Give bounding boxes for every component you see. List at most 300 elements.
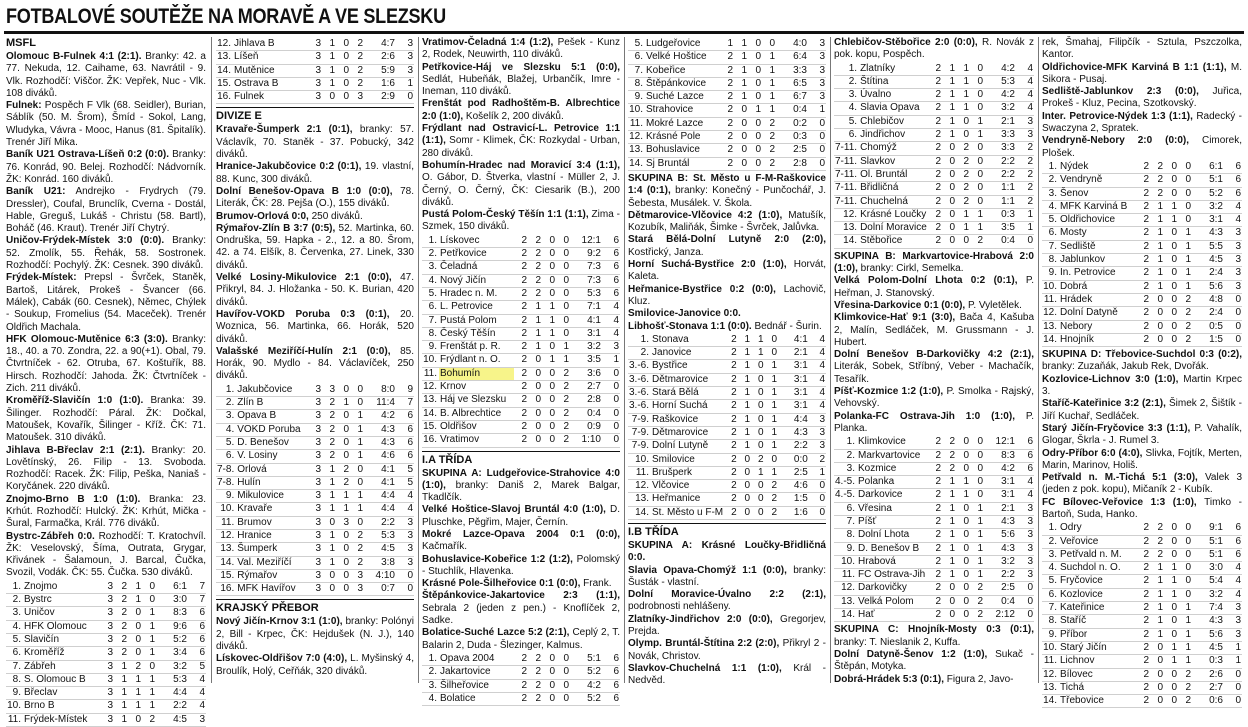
table-score: 5:6 [1192,628,1224,641]
table-row [422,679,620,692]
table-drawn: 1 [128,673,142,686]
table-won: 0 [528,434,542,447]
match-report [216,223,414,272]
table-position: 9. [6,687,23,700]
table-team: Háj ve Slezsku [439,394,514,407]
table-score: 4:0 [776,38,808,51]
table-position: 7-11. [835,142,858,154]
table-played: 2 [928,542,942,555]
table-points: 6 [602,274,620,287]
table-points: 3 [1224,280,1242,293]
table-lost: 0 [970,155,984,168]
match-details: Branky: 76. Konrád, 90. Belej. Rozhodčí: Nádvorník. ŽK: Konrád. 160 diváků. [6,149,206,185]
match-report [834,649,1034,674]
table-row [834,609,1034,622]
table-score: 4:1 [570,314,602,327]
table-score: 0:5 [1192,320,1224,333]
match-report [1042,37,1242,62]
match-report [834,275,1034,300]
table-score: 0:3 [1192,655,1224,668]
table-row [216,91,414,104]
table-team: Slavičín [23,633,100,646]
table-row [216,38,414,51]
match-details: Bednář - Šurin. [751,320,822,332]
table-team: Kobeřice [645,64,720,77]
match-report [628,614,826,639]
column-divider [624,37,625,683]
table-row [628,453,826,466]
table-drawn: 0 [542,434,556,447]
table-position: 8. [1042,254,1059,267]
table-lost: 0 [1178,214,1192,227]
table-lost: 0 [350,516,364,529]
table-position: 9. [628,91,645,104]
table-score: 4:4 [778,413,809,426]
table-row [834,582,1034,595]
table-won: 1 [738,387,751,400]
table-played: 2 [514,274,528,287]
table-lost: 1 [970,129,984,142]
match-report [628,540,826,565]
table-position: 3.-6. [629,373,650,385]
table-drawn: 1 [751,347,764,360]
table-position: 7. [1042,240,1059,253]
table-won: 2 [1150,522,1164,535]
table-team: Petřvald n. M. [1059,548,1136,561]
table-points: 6 [396,423,414,436]
table-position: 4. [834,102,859,115]
table-drawn: 0 [748,64,762,77]
table-row [1042,548,1242,561]
match-title: Petřkovice-Háj ve Slezsku 5:1 (0:0), [422,61,620,73]
table-position: 4. [1042,562,1059,575]
table-position: 2. [1042,535,1059,548]
table-won: 0 [734,104,748,117]
match-details: Lachovič, Kluz. [628,283,826,307]
table-row [628,347,826,360]
match-report [216,346,414,383]
table-score: 2:4 [1192,267,1224,280]
table-points: 3 [1224,602,1242,615]
table-team: MFK Karviná B [1059,200,1136,213]
table-score: 5:1 [1192,535,1224,548]
match-details: Košelík 2, 200 diváků. [463,110,564,122]
table-lost: 2 [762,144,776,157]
table-score: 2:5 [984,582,1016,595]
table-position: 11. [423,367,437,379]
table-won: 1 [322,77,336,90]
table-team: Mosty [1059,227,1136,240]
table-points: 3 [1016,542,1034,555]
table-row [834,542,1034,555]
table-lost: 2 [765,506,778,519]
table-position: 7. [628,64,645,77]
table-points: 0 [808,157,826,170]
table-drawn: 0 [542,248,556,261]
table-played: 3 [100,620,114,633]
table-position: 3. [422,679,439,692]
table-won: 0 [942,155,956,168]
table-won: 0 [942,182,956,195]
table-row [6,581,206,594]
table-played: 2 [1136,628,1150,641]
table-row [1042,280,1242,293]
table-row [422,367,620,380]
table-drawn: 2 [336,463,350,476]
table-played: 2 [514,420,528,433]
table-drawn: 0 [751,400,764,413]
table-played: 2 [720,64,734,77]
table-row [216,463,414,476]
table-played: 2 [720,104,734,117]
table-score: 0:3 [776,131,808,144]
table-drawn: 1 [1164,214,1178,227]
table-row [1042,293,1242,306]
table-team: Starý Jičín [1059,641,1136,654]
table-won: 1 [942,555,956,568]
table-score: 7:4 [1192,602,1224,615]
table-drawn: 0 [542,381,556,394]
table-points: 3 [808,38,826,51]
match-report [1042,349,1242,374]
table-lost: 2 [350,529,364,542]
table-score: 6:4 [776,51,808,64]
table-team: Klimkovice [857,436,928,449]
table-position: 7. [834,515,857,528]
table-points: 3 [396,529,414,542]
table-points: 7 [188,581,206,594]
table-drawn: 0 [1164,615,1178,628]
table-score: 5:6 [984,529,1016,542]
table-played: 2 [724,387,737,400]
table-row [834,476,1034,489]
table-lost: 0 [970,89,984,102]
table-lost: 1 [970,208,984,221]
table-won: 1 [528,301,542,314]
table-score: 4:2 [984,462,1016,475]
table-row [834,142,1034,155]
match-details: Kostřický, Janza. [628,246,704,258]
table-points: 3 [1224,628,1242,641]
match-report [6,100,206,149]
table-position: 5. [422,287,439,300]
table-lost: 0 [556,692,570,705]
table-played: 3 [308,450,322,463]
table-drawn: 2 [956,195,970,208]
table-position: 2. [1042,174,1059,187]
table-team: Ludgeřovice [645,38,720,51]
table-won: 1 [942,502,956,515]
column-3 [422,37,621,704]
table-score: 2:9 [364,91,396,104]
match-report [422,98,620,123]
table-row [422,274,620,287]
table-played: 3 [308,77,322,90]
table-drawn: 1 [751,334,764,347]
match-report [216,186,414,211]
table-team: Orlová [236,463,308,476]
table-points: 1 [1224,655,1242,668]
table-played: 2 [1136,655,1150,668]
table-score: 11:4 [364,397,396,410]
table-won: 1 [1150,602,1164,615]
table-lost: 0 [970,142,984,155]
table-points: 4 [809,400,826,413]
table-score: 5:3 [984,75,1016,88]
table-points: 9 [396,384,414,397]
table-position: 9. [422,341,439,354]
table-played: 2 [928,609,942,622]
table-team: Suché Lazce [645,91,720,104]
table-drawn: 1 [1164,575,1178,588]
table-points: 4 [1016,75,1034,88]
table-team: Val. Meziříčí [236,556,308,569]
table-drawn: 1 [748,104,762,117]
match-title: Dolní Benešov-Opava B 1:0 (0:0), [216,185,393,197]
table-lost: 2 [970,235,984,248]
table-points: 0 [1224,681,1242,694]
match-report [216,272,414,309]
table-points: 0 [396,569,414,582]
table-position: 2. [216,397,236,410]
match-details: Sedlát, Hubeňák, Blažej, Urbančík, Imre - Ineman, 110 diváků. [422,73,620,98]
table-position: 12. [629,131,643,143]
table-row [216,384,414,397]
table-team: Bystřice [651,360,724,373]
match-title: Vřesina-Darkovice 0:1 (0:0), [834,299,966,311]
table-won: 2 [1150,161,1164,174]
table-lost: 0 [765,453,778,466]
match-details: Branky: 42. a 77. Nekuda, 12. Caihame, 63. Navrátil - 9. Vlk. Rozhodčí: Viščor. ŽK: Vepřek, Nuc - Vlk. 108 diváků. [6,51,206,99]
match-details: O. Gábor, D. Štverka, vlastní - Müller 2, J. Černý, O. Černý, ČK: Ciesarik (B.), 200 diváků. [422,172,620,208]
table-points: 0 [396,583,414,596]
match-report [216,124,414,161]
table-lost: 1 [1178,254,1192,267]
table-row [628,38,826,51]
table-points: 0 [1224,668,1242,681]
match-report [1042,497,1242,522]
table-position: 1. [422,653,439,666]
table-score: 5:2 [570,666,602,679]
table-points: 0 [602,434,620,447]
table-points: 3 [1016,529,1034,542]
table-position: 3. [6,607,23,620]
table-points: 2 [809,453,826,466]
table-score: 5:4 [1192,575,1224,588]
table-drawn: 0 [1164,174,1178,187]
table-team: D. Benešov [236,436,308,449]
match-title: Klimkovice-Hať 9:1 (3:0), [834,312,956,324]
section-heading: DIVIZE E [216,107,414,123]
match-details: Král - Nedvěd. [628,662,827,687]
table-points: 6 [602,692,620,705]
table-won: 2 [528,274,542,287]
match-title: Baník U21: [6,186,66,198]
table-points: 3 [1016,515,1034,528]
table-row [216,529,414,542]
table-lost: 1 [142,673,156,686]
table-drawn: 0 [1164,320,1178,333]
table-position: 13. [1043,681,1057,693]
table-played: 2 [928,515,942,528]
table-lost: 2 [556,367,570,380]
table-won: 1 [942,489,956,502]
table-row [422,407,620,420]
match-details: branky: 57. Václavík, 70. Staněk - 37. Pobucký, 342 diváků. [216,124,414,161]
table-points: 0 [1016,235,1034,248]
table-row [834,235,1034,248]
table-played: 2 [928,222,942,235]
table-score: 0:2 [776,117,808,130]
table-row [6,594,206,607]
table-position: 14. [629,157,643,169]
table-points: 0 [808,131,826,144]
table-drawn: 0 [751,440,764,453]
table-drawn: 1 [956,208,970,221]
table-row [834,75,1034,88]
table-position: 13. [628,493,651,506]
table-row [216,476,414,489]
match-details: Andrejko - Frydrych (79. Dressler), Coufal, Brunclík, Cverna - Dostál, Hable, Greguš, Lukáš - Christu (58. Bartl), Boháč (46. Kraut). Trenér Jiří Chytrý. [6,186,206,235]
table-played: 2 [1136,280,1150,293]
table-drawn: 0 [542,274,556,287]
match-report [6,445,206,494]
match-title: SKUPINA B: St. Město u F-M-Raškovice 1:4 (0:1), [628,172,826,197]
table-lost: 0 [1178,548,1192,561]
table-drawn: 0 [336,569,350,582]
table-lost: 1 [970,542,984,555]
table-lost: 1 [142,633,156,646]
table-row [216,51,414,64]
section-heading: KRAJSKÝ PŘEBOR [216,599,414,615]
match-details: branky: T. Nieslanik 2, Kuffa. [834,636,961,648]
table-row [1042,214,1242,227]
table-team: Pustá Polom [439,314,514,327]
table-drawn: 0 [748,51,762,64]
table-score: 4:3 [1192,615,1224,628]
table-points: 0 [1016,595,1034,608]
table-won: 3 [322,384,336,397]
table-lost: 1 [142,700,156,713]
table-lost: 1 [970,529,984,542]
table-drawn: 0 [542,653,556,666]
table-score: 9:1 [1192,522,1224,535]
table-won: 2 [114,647,128,660]
table-won: 0 [734,157,748,170]
table-row [628,413,826,426]
table-won: 1 [322,51,336,64]
match-report [422,468,620,505]
table-drawn: 0 [1164,307,1178,320]
table-points: 0 [396,91,414,104]
table-played: 3 [308,503,322,516]
table-row [1042,240,1242,253]
table-played: 2 [928,208,942,221]
table-won: 1 [1150,227,1164,240]
table-points: 3 [396,556,414,569]
table-lost: 1 [765,466,778,479]
table-score: 2:1 [778,347,809,360]
table-won: 1 [942,129,956,142]
match-title: Dětmarovice-Vlčovice 4:2 (1:0), [628,209,783,221]
table-drawn: 0 [336,450,350,463]
table-drawn: 0 [956,542,970,555]
table-position: 12. [834,208,859,221]
table-drawn: 0 [1164,628,1178,641]
table-won: 1 [738,426,751,439]
table-drawn: 0 [542,261,556,274]
table-score: 5:1 [1192,174,1224,187]
table-position: 3.-6. [629,400,650,412]
table-drawn: 1 [956,476,970,489]
table-played: 2 [514,381,528,394]
table-won: 1 [322,38,336,51]
table-points: 3 [808,91,826,104]
table-won: 0 [734,144,748,157]
table-drawn: 1 [1164,641,1178,654]
match-title: Dobrá-Hrádek 5:3 (0:1), [834,673,945,685]
match-details: Branka: 39. Šilinger. Rozhodčí: Páral. ŽK: Dočkal, Matoušek, Kovařík, Šilinger - Kříž. ČK: 71. Matoušek. 310 diváků. [6,395,207,444]
table-score: 0:7 [364,583,396,596]
table-position: 11. [629,117,643,129]
match-title: FC Bílovec-Veřovice 1:3 (1:0), [1042,496,1197,508]
table-row [216,397,414,410]
table-position: 6. [1042,227,1059,240]
table-won: 0 [322,583,336,596]
table-won: 0 [528,381,542,394]
table-drawn: 1 [751,466,764,479]
table-drawn: 0 [1164,280,1178,293]
table-team: Opava B [236,410,308,423]
table-drawn: 0 [1164,522,1178,535]
match-report [6,51,206,100]
match-details: rek, Šmahaj, Filipčík - Sztula, Pszczolka, Kantor. [1042,37,1242,61]
table-played: 2 [514,301,528,314]
match-title: Libhošť-Stonava 1:1 (0:0). [628,320,752,332]
table-won: 1 [942,63,956,76]
match-title: Oldřichovice-MFK Karviná B 1:1 (1:1), [1042,61,1227,73]
table-won: 1 [942,476,956,489]
table-lost: 1 [762,51,776,64]
standings-table [834,63,1034,249]
table-score: 3:0 [156,594,188,607]
table-played: 2 [928,115,942,128]
table-drawn: 1 [542,314,556,327]
table-position: 9. [834,542,857,555]
table-won: 0 [1150,320,1164,333]
table-team: Dolní Lhota [857,529,928,542]
table-played: 2 [1136,588,1150,601]
table-played: 2 [928,569,942,582]
table-team: Dobrá [1059,280,1136,293]
table-team: Lískovec [439,235,514,248]
table-played: 2 [1136,187,1150,200]
table-row [216,410,414,423]
table-lost: 1 [765,387,778,400]
table-row [216,77,414,90]
table-played: 3 [308,91,322,104]
table-won: 1 [528,314,542,327]
table-played: 3 [308,423,322,436]
match-title: Jihlava B-Břeclav 2:1 (2:1). [6,444,145,456]
table-position: 7-11. [835,168,858,180]
table-won: 2 [942,462,956,475]
table-position: 6. [834,502,857,515]
table-won: 0 [734,117,748,130]
table-drawn: 0 [748,117,762,130]
table-won: 1 [322,529,336,542]
table-won: 1 [1150,562,1164,575]
